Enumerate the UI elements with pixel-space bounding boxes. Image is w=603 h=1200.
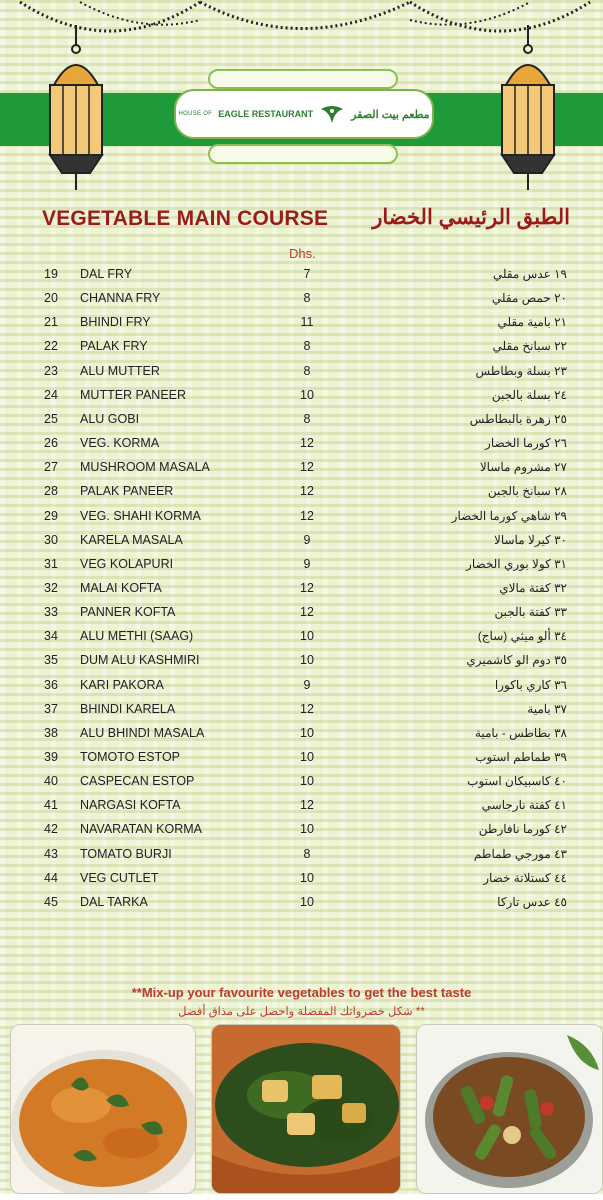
menu-item-price: 12 [300, 701, 314, 716]
menu-item-name: ALU MUTTER [80, 363, 160, 378]
menu-item-row [0, 795, 603, 819]
menu-item-number: 44 [44, 870, 58, 885]
menu-item-name: DAL FRY [80, 267, 133, 281]
menu-item-name: BHINDI KARELA [80, 701, 176, 716]
menu-item-row [0, 747, 603, 771]
menu-item-number: 35 [44, 653, 58, 668]
menu-item-row [0, 409, 603, 433]
menu-item-name: PANNER KOFTA [80, 605, 176, 620]
menu-item-price: 10 [300, 725, 314, 740]
menu-item-row [0, 602, 603, 626]
dal-bowl-image [11, 1025, 196, 1194]
menu-item-row [0, 578, 603, 602]
menu-item-price: 11 [300, 315, 314, 330]
menu-item-price: 10 [300, 387, 314, 402]
menu-item-arabic: ٢٣ بسلة وبطاطس [475, 363, 567, 378]
menu-item-arabic: ٢٧ مشروم ماسالا [479, 460, 567, 475]
menu-item-number: 32 [44, 580, 58, 595]
menu-item-price: 12 [300, 580, 314, 595]
menu-item-number: 23 [44, 363, 58, 378]
menu-item-arabic: ٣٨ بطاطس - بامية [474, 725, 567, 740]
menu-item-row [0, 264, 603, 288]
menu-item-arabic: ١٩ عدس مقلي [492, 267, 567, 281]
menu-item-price: 10 [300, 822, 314, 837]
menu-item-row [0, 868, 603, 892]
menu-item-row [0, 892, 603, 916]
menu-item-arabic: ٢٦ كورما الخضار [485, 436, 567, 451]
menu-item-price: 10 [300, 894, 314, 909]
menu-item-row [0, 723, 603, 747]
menu-item-number: 38 [44, 725, 58, 740]
menu-item-name: VEG CUTLET [80, 870, 159, 885]
mixup-note-english: **Mix-up your favourite vegetables to get the best taste [131, 985, 472, 1000]
section-title-arabic: الطبق الرئيسي الخضار [372, 206, 570, 229]
menu-item-name: KARI PAKORA [80, 677, 164, 692]
menu-item-arabic: ٢٩ شاهي كورما الخضار [451, 508, 567, 523]
menu-item-name: KARELA MASALA [80, 532, 183, 547]
menu-item-number: 36 [44, 677, 58, 692]
menu-item-name: NARGASI KOFTA [80, 798, 181, 813]
menu-item-arabic: ٢٠ حمص مقلي [491, 291, 567, 306]
menu-item-row [0, 626, 603, 650]
menu-item-row [0, 771, 603, 795]
menu-item-name: DUM ALU KASHMIRI [80, 653, 200, 668]
menu-item-row [0, 433, 603, 457]
menu-item-row [0, 361, 603, 385]
menu-item-name: VEG. KORMA [80, 436, 160, 451]
menu-item-arabic: ٣٦ كاري باكورا [494, 677, 567, 692]
menu-item-arabic: ٣١ كولا بوري الخضار [466, 556, 567, 571]
logo-ornament-top [208, 69, 398, 89]
menu-item-price: 12 [300, 460, 314, 475]
logo-plate [174, 89, 434, 139]
menu-item-number: 40 [44, 774, 58, 789]
menu-item-name: TOMATO BURJI [80, 846, 172, 861]
menu-item-price: 9 [303, 677, 311, 692]
menu-item-price: 12 [300, 508, 314, 523]
menu-item-arabic: ٣٩ طماطم استوب [475, 750, 567, 764]
menu-item-number: 30 [44, 532, 58, 547]
menu-item-number: 22 [44, 339, 58, 354]
menu-item-arabic: ٢٢ سبانخ مقلي [492, 339, 567, 354]
menu-item-number: 33 [44, 605, 58, 620]
menu-item-arabic: ٢٨ سبانخ بالجبن [487, 484, 567, 499]
bhindi-masala-photo [416, 1024, 603, 1194]
menu-item-price: 8 [303, 363, 311, 378]
section-title-english: VEGETABLE MAIN COURSE [42, 207, 329, 230]
menu-item-arabic: ٢٥ زهرة بالبطاطس [469, 411, 567, 426]
menu-item-number: 45 [44, 894, 58, 909]
lantern-right-icon [492, 25, 564, 195]
menu-item-price: 10 [300, 750, 314, 764]
menu-item-arabic: ٣٤ ألو ميثي (ساج) [477, 629, 567, 644]
menu-item-name: CASPECAN ESTOP [80, 774, 195, 789]
menu-item-price: 8 [303, 411, 311, 426]
logo-english-name: EAGLE RESTAURANT [218, 109, 314, 119]
menu-item-arabic: ٤١ كفتة نارجاسي [481, 798, 567, 813]
menu-item-row [0, 844, 603, 868]
saag-aloo-photo [211, 1024, 401, 1194]
menu-item-name: TOMOTO ESTOP [80, 750, 181, 764]
menu-item-name: NAVARATAN KORMA [80, 822, 203, 837]
menu-item-arabic: ٤٤ كستلاتة خضار [483, 870, 567, 885]
menu-item-row [0, 385, 603, 409]
menu-item-name: MALAI KOFTA [80, 580, 162, 595]
menu-item-name: PALAK PANEER [80, 484, 174, 499]
menu-item-name: VEG. SHAHI KORMA [80, 508, 201, 523]
menu-item-row [0, 506, 603, 530]
menu-item-row [0, 312, 603, 336]
menu-item-row [0, 530, 603, 554]
menu-item-number: 42 [44, 822, 58, 837]
menu-item-number: 28 [44, 484, 58, 499]
menu-item-row [0, 650, 603, 674]
menu-item-price: 10 [300, 774, 314, 789]
menu-item-name: PALAK FRY [80, 339, 148, 354]
menu-item-price: 12 [300, 484, 314, 499]
menu-item-price: 8 [303, 291, 311, 306]
menu-item-row [0, 699, 603, 723]
menu-item-number: 43 [44, 846, 58, 861]
logo-arabic-name: مطعم بيت الصقر [351, 108, 430, 121]
menu-item-price: 7 [303, 267, 311, 281]
menu-item-price: 10 [300, 629, 314, 644]
menu-item-arabic: ٤٢ كورما نافارطن [478, 822, 567, 837]
menu-item-name: VEG KOLAPURI [80, 556, 174, 571]
menu-item-arabic: ٢٤ بسلة بالجبن [491, 387, 567, 402]
logo-house-of: HOUSE OF [178, 111, 213, 117]
menu-item-row [0, 481, 603, 505]
menu-item-price: 12 [300, 798, 314, 813]
menu-item-arabic: ٤٠ كاسبيكان استوب [467, 774, 567, 789]
menu-item-number: 31 [44, 556, 58, 571]
menu-item-arabic: ٢١ بامية مقلي [497, 315, 567, 330]
menu-item-name: BHINDI FRY [80, 315, 151, 330]
menu-item-number: 26 [44, 436, 58, 451]
menu-item-row [0, 554, 603, 578]
menu-item-price: 8 [303, 339, 311, 354]
menu-item-arabic: ٤٣ مورجي طماطم [473, 846, 567, 861]
eagle-icon [319, 101, 345, 127]
menu-item-arabic: ٣٧ بامية [527, 701, 567, 716]
restaurant-logo [168, 62, 440, 172]
logo-ornament-bottom [208, 144, 398, 164]
menu-item-number: 39 [44, 750, 58, 764]
menu-item-arabic: ٣٣ كفتة بالجبن [494, 605, 567, 620]
menu-item-row [0, 457, 603, 481]
saag-aloo-image [212, 1025, 401, 1194]
menu-item-price: 9 [303, 556, 311, 571]
menu-item-arabic: ٣٥ دوم الو كاشميري [466, 653, 567, 668]
menu-item-price: 10 [300, 870, 314, 885]
menu-item-number: 25 [44, 411, 58, 426]
menu-item-number: 20 [44, 291, 58, 306]
currency-label: Dhs. [289, 246, 316, 261]
mixup-note-arabic: ** شكل خضرواتك المفضلة واحصل على مذاق أفضل [178, 1006, 425, 1018]
menu-item-number: 27 [44, 460, 58, 475]
menu-item-name: CHANNA FRY [80, 291, 161, 306]
menu-item-arabic: ٣٢ كفتة مالاي [499, 580, 567, 595]
menu-item-name: ALU METHI (SAAG) [80, 629, 194, 644]
menu-item-name: ALU GOBI [80, 411, 140, 426]
bottom-edge [0, 1194, 603, 1200]
menu-item-arabic: ٣٠ كيرلا ماسالا [494, 532, 567, 547]
menu-item-number: 34 [44, 629, 58, 644]
menu-item-arabic: ٤٥ عدس تاركا [497, 894, 567, 909]
dal-photo [10, 1024, 196, 1194]
menu-item-row [0, 819, 603, 843]
menu-item-price: 12 [300, 605, 314, 620]
menu-item-price: 9 [303, 532, 311, 547]
menu-item-price: 10 [300, 653, 314, 668]
menu-item-name: DAL TARKA [80, 894, 148, 909]
menu-item-price: 12 [300, 436, 314, 451]
menu-item-number: 29 [44, 508, 58, 523]
menu-item-number: 24 [44, 387, 58, 402]
menu-item-name: MUSHROOM MASALA [80, 460, 210, 475]
menu-item-row [0, 336, 603, 360]
bhindi-masala-image [417, 1025, 603, 1194]
menu-item-number: 19 [44, 267, 58, 281]
menu-item-price: 8 [303, 846, 311, 861]
menu-item-row [0, 288, 603, 312]
menu-item-number: 37 [44, 701, 58, 716]
lantern-left-icon [40, 25, 112, 195]
menu-item-number: 41 [44, 798, 58, 813]
menu-item-row [0, 675, 603, 699]
menu-item-name: MUTTER PANEER [80, 387, 187, 402]
menu-item-number: 21 [44, 315, 58, 330]
menu-item-name: ALU BHINDI MASALA [80, 725, 205, 740]
